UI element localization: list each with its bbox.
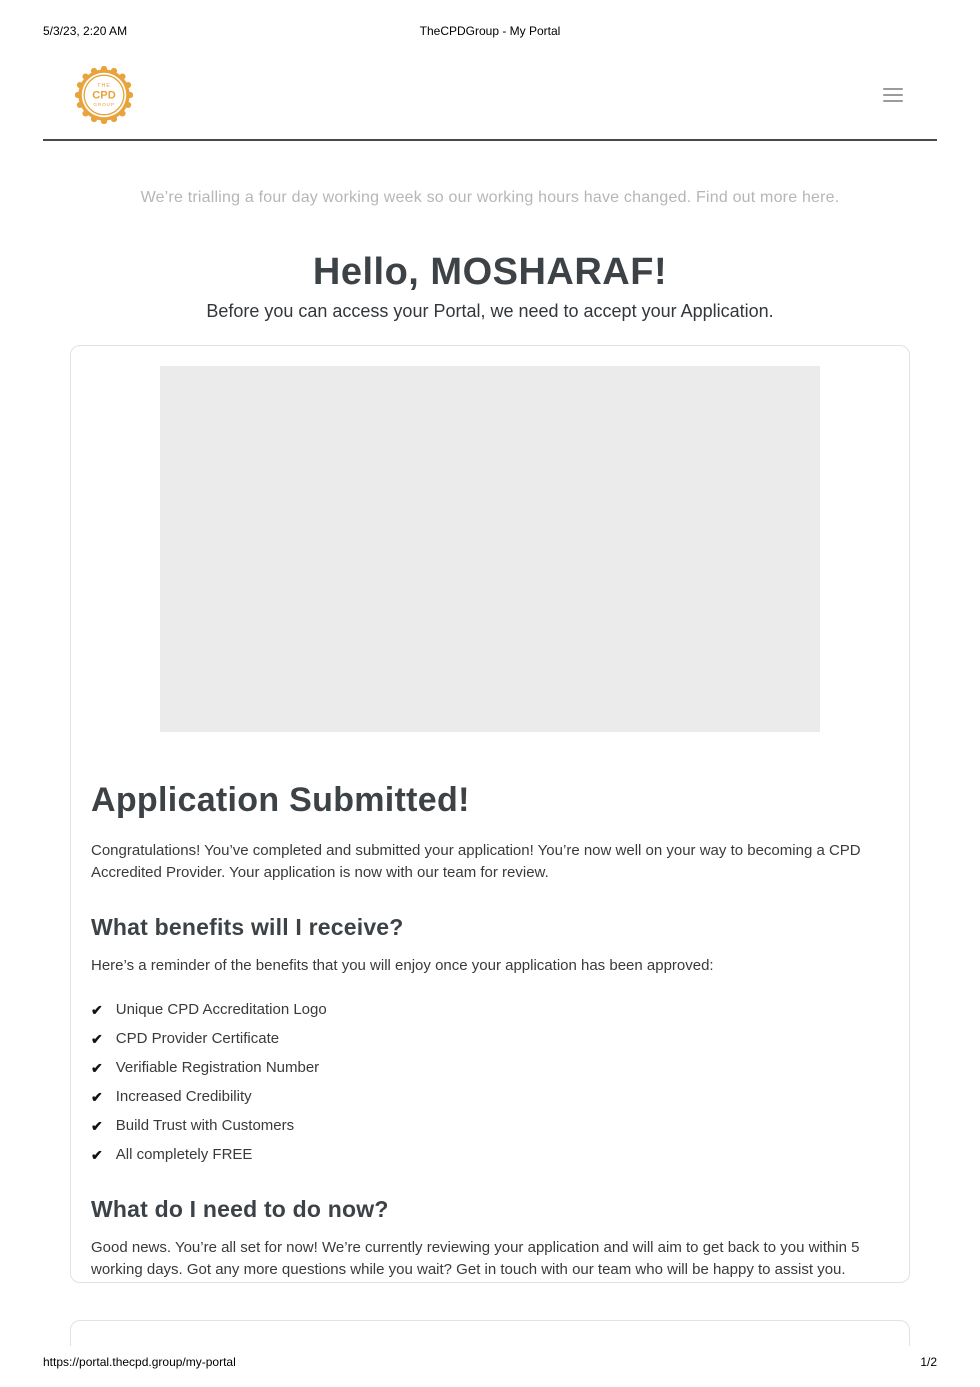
- card-intro-text: Congratulations! You’ve completed and submitted your application! You’re now well on your way to becoming a CPD Accredited Provider. Your application is now with our team for review.: [91, 842, 861, 881]
- benefit-label: CPD Provider Certificate: [115, 1030, 280, 1047]
- benefits-heading: What benefits will I receive?: [91, 914, 404, 940]
- print-timestamp: 5/3/23, 2:20 AM: [43, 24, 128, 38]
- print-url: https://portal.thecpd.group/my-portal: [43, 1355, 236, 1369]
- benefits-intro-text: Here’s a reminder of the benefits that you will enjoy once your application has been approved:: [91, 957, 714, 974]
- benefit-item: [91, 1086, 889, 1108]
- next-card-fragment: [70, 1320, 910, 1346]
- benefit-item: [91, 999, 889, 1021]
- next-steps-text: Good news. You’re all set for now! We’re currently reviewing your application and will aim to get back to you within 5 working days. Got any more questions while you wait? Get in touch with our team who will be happy to assist you.: [91, 1239, 860, 1278]
- media-placeholder: [160, 366, 820, 732]
- benefit-item: [91, 1144, 889, 1166]
- check-icon: ✔: [91, 1118, 103, 1134]
- check-icon: ✔: [91, 1147, 103, 1163]
- benefit-item: [91, 1115, 889, 1137]
- greeting-heading: Hello, MOSHARAF!: [312, 251, 668, 293]
- next-steps-heading: What do I need to do now?: [91, 1196, 389, 1222]
- announcement-banner: [0, 189, 980, 207]
- check-icon: ✔: [91, 1031, 103, 1047]
- benefit-label: Unique CPD Accreditation Logo: [115, 1001, 327, 1018]
- logo-text-group: GROUP: [93, 102, 115, 108]
- benefit-label: Build Trust with Customers: [115, 1117, 295, 1134]
- greeting-subtitle: Before you can access your Portal, we need to accept your Application.: [206, 301, 774, 321]
- announcement-text: We’re trialling a four day working week so our working hours have changed.: [140, 189, 696, 206]
- benefit-label: Increased Credibility: [115, 1088, 252, 1105]
- check-icon: ✔: [91, 1089, 103, 1105]
- cpd-badge-icon: [75, 66, 133, 124]
- card-title: Application Submitted!: [91, 781, 470, 819]
- print-page-number: 1/2: [920, 1355, 937, 1369]
- benefit-item: [91, 1028, 889, 1050]
- check-icon: ✔: [91, 1002, 103, 1018]
- menu-icon[interactable]: [883, 84, 905, 106]
- site-header: [43, 50, 937, 141]
- benefit-item: [91, 1057, 889, 1079]
- logo-text-cpd: CPD: [92, 88, 116, 101]
- announcement-link[interactable]: Find out more here.: [696, 189, 840, 206]
- benefits-list: [91, 999, 889, 1166]
- check-icon: ✔: [91, 1060, 103, 1076]
- logo-text-the: THE: [97, 82, 111, 89]
- cpd-logo[interactable]: [75, 66, 133, 124]
- print-title: TheCPDGroup - My Portal: [419, 24, 561, 38]
- benefit-label: Verifiable Registration Number: [115, 1059, 320, 1076]
- application-status-card: [70, 345, 910, 1283]
- benefit-label: All completely FREE: [115, 1146, 253, 1163]
